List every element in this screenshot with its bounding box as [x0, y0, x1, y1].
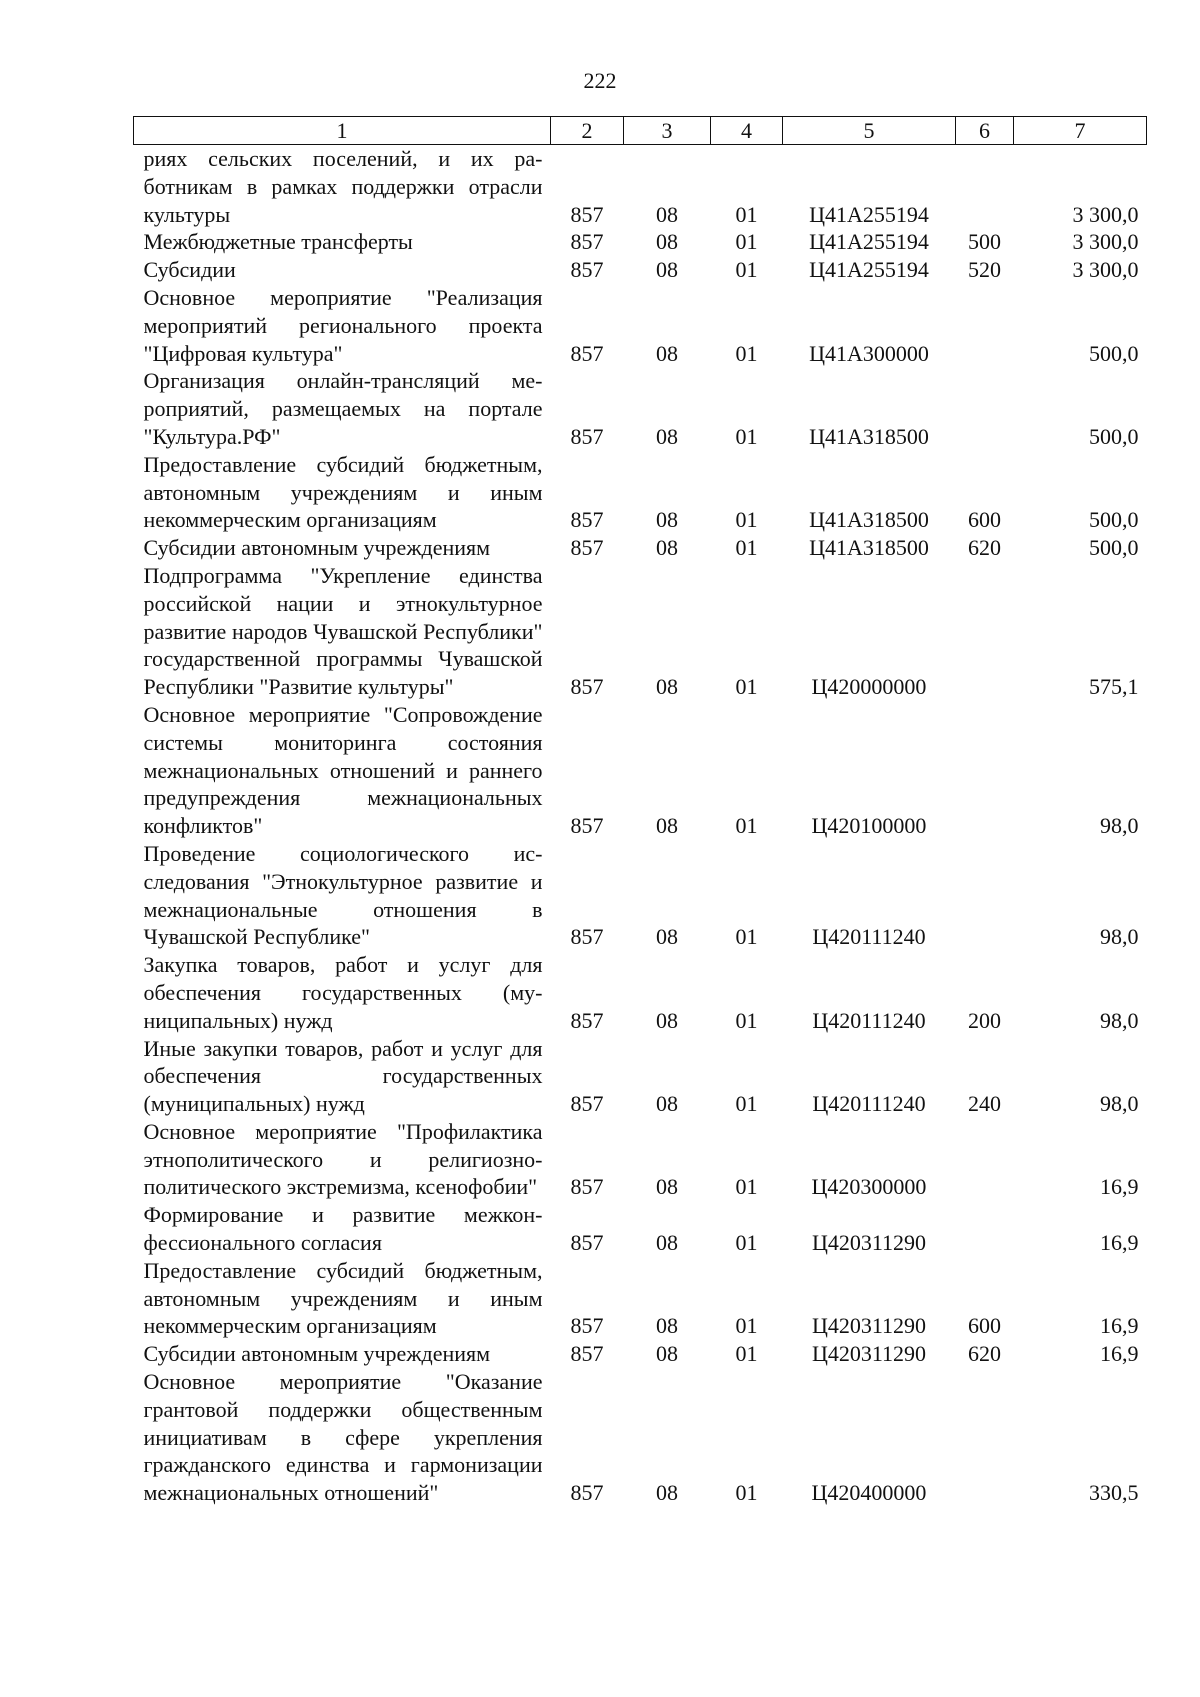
row-subsection: 01: [735, 1230, 758, 1256]
row-admin-code: 857: [570, 535, 604, 561]
row-subsection: 01: [735, 924, 758, 950]
row-name: Закупка товаров, работ и услуг для обеспечения государственных (муниципальных) нужд: [143, 952, 543, 1033]
row-target-article: Ц420300000: [811, 1174, 927, 1200]
row-expense-type: 240: [968, 1091, 1001, 1117]
table-row: [134, 562, 1147, 701]
header-col-4: 4: [711, 117, 783, 145]
row-amount: 575,1: [1089, 674, 1139, 700]
row-subsection: 01: [735, 813, 758, 839]
row-expense-type: [956, 840, 1014, 951]
row-target-article: Ц420000000: [811, 674, 927, 700]
row-subsection: 01: [735, 507, 758, 533]
table-row: [134, 367, 1147, 450]
row-subsection: 01: [735, 201, 758, 227]
row-section: 08: [656, 1091, 678, 1117]
table-header: [134, 117, 1147, 145]
row-subsection: 01: [735, 1341, 758, 1367]
row-name: Субсидии автономным учреждениям: [143, 1341, 491, 1367]
table-row: [134, 1257, 1147, 1340]
row-name: Предоставление субсидий бюджетным, автономным учреждениям и иным некоммерческим организациям: [143, 451, 543, 533]
row-amount: 500,0: [1089, 535, 1139, 561]
row-section: 08: [656, 1480, 678, 1506]
table-row: [134, 840, 1147, 951]
table-row: [134, 1035, 1147, 1118]
header-col-2: 2: [551, 117, 624, 145]
row-admin-code: 857: [570, 1091, 604, 1117]
row-subsection: 01: [735, 340, 758, 366]
row-amount: 3 300,0: [1072, 201, 1139, 227]
table-row: [134, 256, 1147, 284]
row-target-article: Ц420100000: [811, 813, 927, 839]
row-amount: 98,0: [1100, 1091, 1139, 1117]
table-row: [134, 951, 1147, 1034]
row-name: Межбюджетные трансферты: [143, 229, 413, 255]
row-subsection: 01: [735, 257, 758, 283]
row-target-article: Ц420311290: [811, 1230, 927, 1256]
row-target-article: Ц420400000: [811, 1480, 927, 1506]
row-expense-type: 600: [968, 1313, 1001, 1339]
row-admin-code: 857: [570, 674, 604, 700]
table-body: [134, 145, 1147, 1508]
table-row: [134, 1340, 1147, 1368]
row-section: 08: [656, 257, 678, 283]
row-name: Основное мероприятие "Реализация мероприятий регионального проекта "Цифровая культура": [143, 284, 543, 366]
row-target-article: Ц420111240: [812, 924, 926, 950]
row-admin-code: 857: [570, 1230, 604, 1256]
row-subsection: 01: [735, 1091, 758, 1117]
table-row: [134, 228, 1147, 256]
row-section: 08: [656, 229, 678, 255]
row-target-article: Ц41А318500: [809, 535, 929, 561]
row-name: Предоставление субсидий бюджетным, автономным учреждениям и иным некоммерческим организациям: [143, 1257, 543, 1339]
row-name: Основное мероприятие "Оказание грантовой поддержки общественным инициативам в сфере укрепления гражданского единства и гармонизации межнациональных отношений": [143, 1369, 543, 1506]
row-subsection: 01: [735, 1174, 758, 1200]
row-target-article: Ц420311290: [811, 1341, 927, 1367]
row-expense-type: [956, 1368, 1014, 1507]
table-row: [134, 145, 1147, 229]
table-row: [134, 1201, 1147, 1257]
row-admin-code: 857: [570, 924, 604, 950]
row-amount: 500,0: [1089, 423, 1139, 449]
row-name: Иные закупки товаров, работ и услуг для обеспечения государственных (муниципальных) нужд: [143, 1035, 543, 1117]
table-row: [134, 451, 1147, 534]
row-section: 08: [656, 1007, 678, 1033]
row-subsection: 01: [735, 674, 758, 700]
row-section: 08: [656, 507, 678, 533]
row-section: 08: [656, 340, 678, 366]
row-section: 08: [656, 1174, 678, 1200]
row-amount: 98,0: [1100, 813, 1139, 839]
row-name: Субсидии автономным учреждениям: [143, 535, 491, 561]
row-target-article: Ц420111240: [812, 1007, 926, 1033]
row-expense-type: [956, 562, 1014, 701]
table-row: [134, 1368, 1147, 1507]
row-admin-code: 857: [570, 201, 604, 227]
row-expense-type: 600: [968, 507, 1001, 533]
row-name: Подпрограмма "Укрепление единства российской нации и этнокультурное развитие народов Чувашской Республики" государственной программы Чувашской Республики "Развитие культуры": [143, 562, 543, 700]
page-number: 222: [583, 68, 617, 93]
row-admin-code: 857: [570, 1313, 604, 1339]
row-expense-type: [956, 145, 1014, 229]
row-name: Основное мероприятие "Профилактика этнополитического и религиозно-политического экстремизма, ксенофобии": [143, 1118, 543, 1200]
row-section: 08: [656, 674, 678, 700]
row-section: 08: [656, 813, 678, 839]
row-amount: 16,9: [1100, 1230, 1139, 1256]
row-name: Формирование и развитие межконфессионального согласия: [143, 1202, 543, 1256]
row-subsection: 01: [735, 535, 758, 561]
row-name: риях сельских поселений, и их работникам в рамках поддержки отрасли культуры: [143, 146, 543, 227]
row-target-article: Ц420111240: [812, 1091, 926, 1117]
row-expense-type: 620: [968, 1341, 1001, 1367]
row-amount: 330,5: [1089, 1480, 1139, 1506]
row-amount: 16,9: [1100, 1174, 1139, 1200]
row-amount: 500,0: [1089, 507, 1139, 533]
row-section: 08: [656, 1230, 678, 1256]
row-admin-code: 857: [570, 229, 604, 255]
table-row: [134, 701, 1147, 840]
table-row: [134, 534, 1147, 562]
row-amount: 3 300,0: [1072, 229, 1139, 255]
row-name: Основное мероприятие "Сопровождение системы мониторинга состояния межнациональных отношений и раннего предупреждения межнациональных конфликтов": [143, 701, 543, 839]
header-col-3: 3: [624, 117, 711, 145]
row-expense-type: 520: [968, 257, 1001, 283]
row-target-article: Ц41А255194: [809, 257, 929, 283]
row-admin-code: 857: [570, 1174, 604, 1200]
row-admin-code: 857: [570, 257, 604, 283]
row-name: Проведение социологического исследования "Этнокультурное развитие и межнациональные отношения в Чувашской Республике": [143, 840, 543, 950]
row-target-article: Ц41А255194: [809, 201, 929, 227]
table-row: [134, 284, 1147, 367]
row-amount: 500,0: [1089, 340, 1139, 366]
row-subsection: 01: [735, 1480, 758, 1506]
header-col-5: 5: [783, 117, 956, 145]
row-admin-code: 857: [570, 423, 604, 449]
row-subsection: 01: [735, 1313, 758, 1339]
row-section: 08: [656, 924, 678, 950]
row-target-article: Ц41А318500: [809, 507, 929, 533]
row-target-article: Ц41А318500: [809, 423, 929, 449]
row-amount: 16,9: [1100, 1313, 1139, 1339]
row-admin-code: 857: [570, 507, 604, 533]
row-expense-type: [956, 701, 1014, 840]
row-section: 08: [656, 423, 678, 449]
header-col-1: 1: [134, 117, 551, 145]
table-row: [134, 1118, 1147, 1201]
row-name: Субсидии: [143, 257, 236, 283]
header-col-6: 6: [956, 117, 1014, 145]
header-row: [134, 117, 1147, 145]
header-col-7: 7: [1014, 117, 1147, 145]
row-expense-type: 620: [968, 535, 1001, 561]
row-expense-type: [956, 1118, 1014, 1201]
row-section: 08: [656, 1313, 678, 1339]
row-name: Организация онлайн-трансляций мероприятий, размещаемых на портале "Культура.РФ": [143, 368, 543, 449]
row-subsection: 01: [735, 1007, 758, 1033]
row-expense-type: 200: [968, 1007, 1001, 1033]
row-target-article: Ц420311290: [811, 1313, 927, 1339]
row-amount: 16,9: [1100, 1341, 1139, 1367]
row-section: 08: [656, 535, 678, 561]
row-amount: 98,0: [1100, 924, 1139, 950]
budget-table: [133, 116, 1147, 1507]
row-amount: 3 300,0: [1072, 257, 1139, 283]
row-admin-code: 857: [570, 813, 604, 839]
row-admin-code: 857: [570, 340, 604, 366]
row-subsection: 01: [735, 423, 758, 449]
row-expense-type: [956, 367, 1014, 450]
row-section: 08: [656, 201, 678, 227]
row-section: 08: [656, 1341, 678, 1367]
row-amount: 98,0: [1100, 1007, 1139, 1033]
row-expense-type: [956, 284, 1014, 367]
row-expense-type: [956, 1201, 1014, 1257]
row-subsection: 01: [735, 229, 758, 255]
row-expense-type: 500: [968, 229, 1001, 255]
row-admin-code: 857: [570, 1480, 604, 1506]
row-admin-code: 857: [570, 1007, 604, 1033]
row-target-article: Ц41А300000: [809, 340, 929, 366]
row-admin-code: 857: [570, 1341, 604, 1367]
row-target-article: Ц41А255194: [809, 229, 929, 255]
